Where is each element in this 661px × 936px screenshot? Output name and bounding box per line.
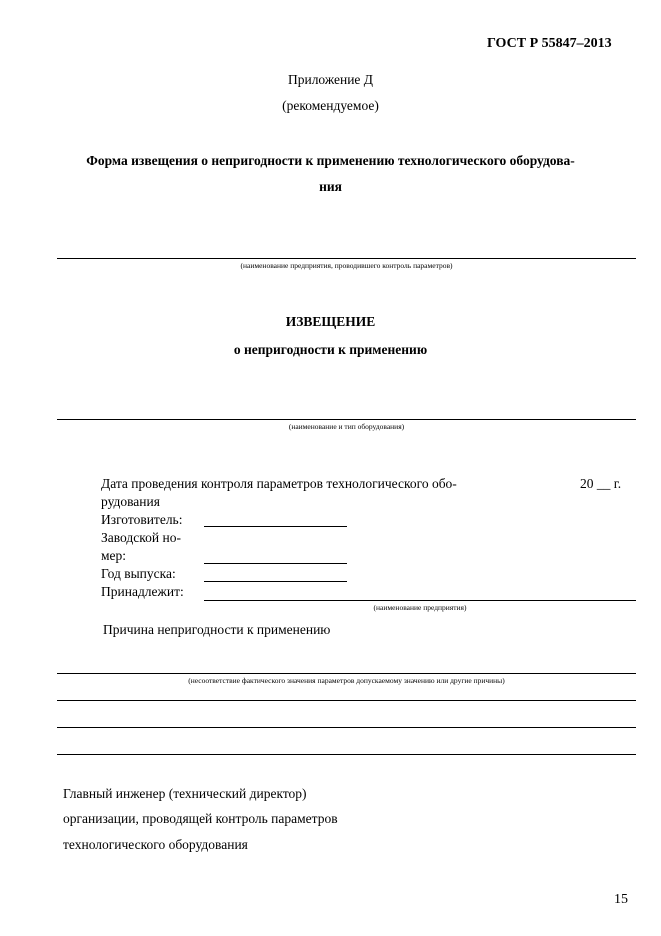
equipment-field-line[interactable]	[57, 419, 636, 420]
signature-line1: Главный инженер (технический директор)	[63, 786, 307, 801]
standard-number: ГОСТ Р 55847–2013	[487, 36, 612, 51]
appendix-status: (рекомендуемое)	[282, 98, 379, 113]
date-label-line2: рудования	[101, 494, 160, 509]
reason-field-line-4[interactable]	[57, 754, 636, 755]
notice-subtitle: о непригодности к применению	[233, 342, 428, 357]
appendix-title: Приложение Д	[287, 72, 374, 87]
form-title-line1: Форма извещения о непригодности к применению технологического оборудова-	[86, 153, 575, 168]
signature-line3: технологического оборудования	[63, 837, 248, 852]
signature-line2: организации, проводящей контроль параметров	[63, 811, 338, 826]
reason-label: Причина непригодности к применению	[103, 622, 331, 637]
manufacturer-field-line[interactable]	[204, 526, 347, 527]
year-made-field-line[interactable]	[204, 581, 347, 582]
owner-field-line[interactable]	[204, 600, 636, 601]
year-made-label: Год выпуска:	[101, 566, 176, 581]
owner-label: Принадлежит:	[101, 584, 184, 599]
equipment-caption: (наименование и тип оборудования)	[288, 422, 405, 431]
reason-field-line[interactable]	[57, 673, 636, 674]
year-field: 20 __ г.	[580, 476, 622, 491]
enterprise-caption: (наименование предприятия, проводившего контроль параметров)	[240, 261, 453, 270]
notice-title: ИЗВЕЩЕНИЕ	[285, 314, 376, 329]
serial-label-line1: Заводской но-	[101, 530, 181, 545]
serial-label-line2: мер:	[101, 548, 127, 563]
reason-caption: (несоответствие фактического значения параметров допускаемому значению или другие причины)	[188, 676, 505, 685]
reason-field-line-2[interactable]	[57, 700, 636, 701]
manufacturer-label: Изготовитель:	[101, 512, 183, 527]
serial-field-line[interactable]	[204, 563, 347, 564]
date-label-line1: Дата проведения контроля параметров технологического обо-	[101, 476, 457, 491]
reason-field-line-3[interactable]	[57, 727, 636, 728]
enterprise-field-line[interactable]	[57, 258, 636, 259]
owner-caption: (наименование предприятия)	[373, 603, 467, 612]
page-number: 15	[614, 892, 628, 907]
form-title-line2: ния	[319, 179, 342, 194]
